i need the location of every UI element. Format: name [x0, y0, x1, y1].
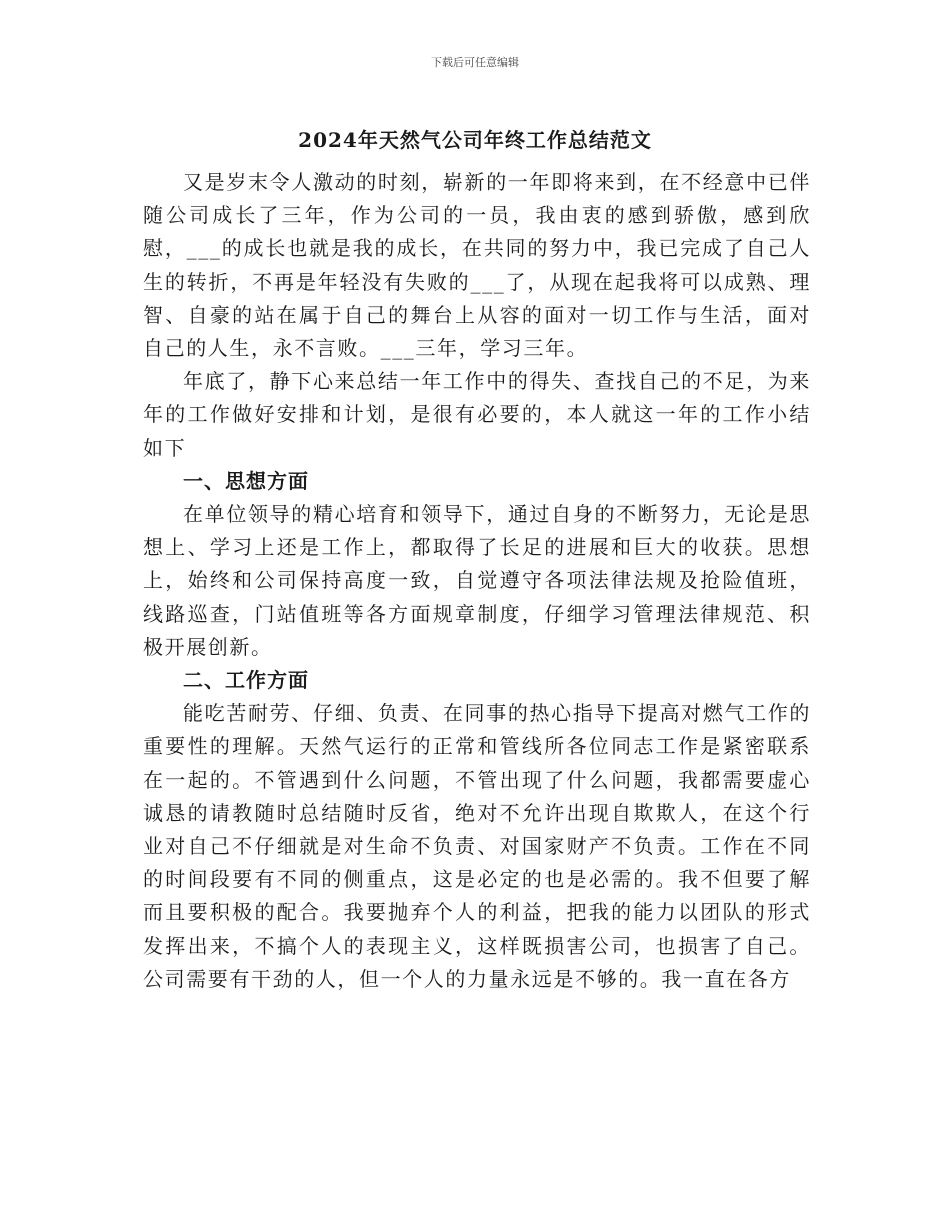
section-heading-thought: 一、思想方面 [183, 468, 309, 493]
section-heading-work: 二、工作方面 [183, 668, 309, 693]
document-body [143, 166, 811, 996]
intro-paragraph: 又是岁末令人激动的时刻，崭新的一年即将来到，在不经意中已伴随公司成长了三年，作为公司的一员，我由衷的感到骄傲，感到欣慰，___的成长也就是我的成长，在共同的努力中，我已完成了自己人生的转折，不再是年轻没有失败的___了，从现在起我将可以成熟、理智、自豪的站在属于自己的舞台上从容的面对一切工作与生活，面对自己的人生，永不言败。___三年，学习三年。 [143, 170, 811, 361]
section-body-thought: 在单位领导的精心培育和领导下，通过自身的不断努力，无论是思想上、学习上还是工作上，都取得了长足的进展和巨大的收获。思想上，始终和公司保持高度一致，自觉遵守各项法律法规及抢险值班，线路巡查，门站值班等各方面规章制度，仔细学习管理法律规范、积极开展创新。 [143, 502, 811, 659]
document-title: 2024年天然气公司年终工作总结范文 [298, 128, 652, 152]
summary-paragraph: 年底了，静下心来总结一年工作中的得失、查找自己的不足，为来年的工作做好安排和计划，是很有必要的，本人就这一年的工作小结如下 [143, 369, 811, 460]
section-body-work: 能吃苦耐劳、仔细、负责、在同事的热心指导下提高对燃气工作的重要性的理解。天然气运行的正常和管线所各位同志工作是紧密联系在一起的。不管遇到什么问题，不管出现了什么问题，我都需要虚心诚恳的请教随时总结随时反省，绝对不允许出现自欺欺人，在这个行业对自己不仔细就是对生命不负责、对国家财产不负责。工作在不同的时间段要有不同的侧重点，这是必定的也是必需的。我不但要了解而且要积极的配合。我要抛弃个人的利益，把我的能力以团队的形式发挥出来，不搞个人的表现主义，这样既损害公司，也损害了自己。公司需要有干劲的人，但一个人的力量永远是不够的。我一直在各方 [143, 701, 811, 991]
page-header-note: 下载后可任意编辑 [431, 56, 519, 69]
